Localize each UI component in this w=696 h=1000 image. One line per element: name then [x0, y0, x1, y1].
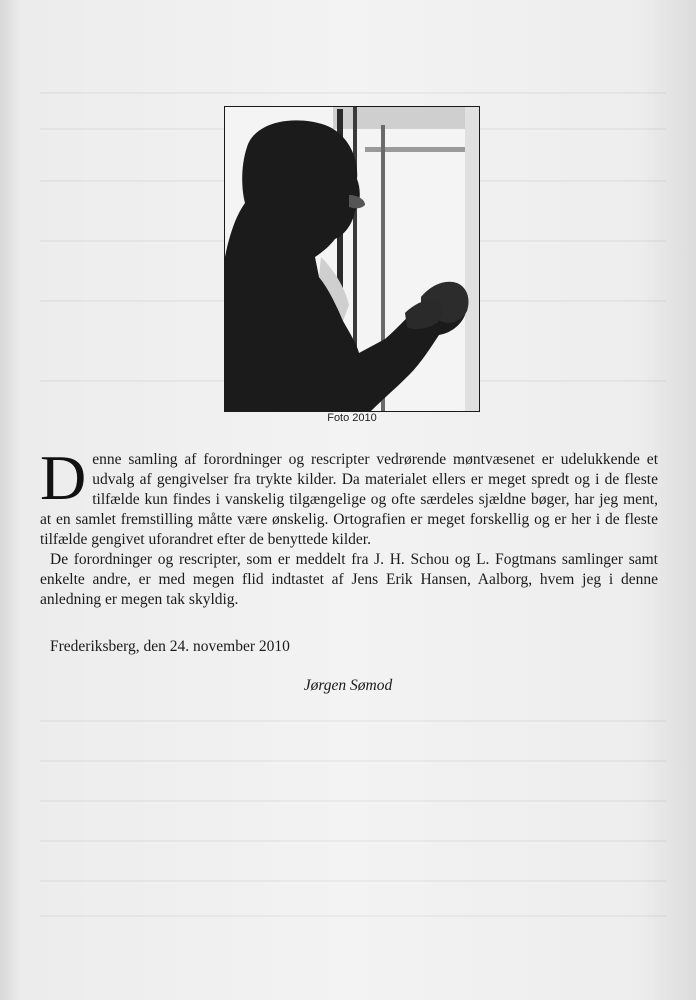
photo-caption: Foto 2010 [327, 412, 377, 424]
intro-paragraph-2: De forordninger og rescripter, som er meddelt fra J. H. Schou og L. Fogtmans samlinger samt enkelte andre, er med megen flid indtastet af Jens Erik Hansen, Aalborg, hvem jeg i denne anledning er megen tak skyldig. [40, 551, 658, 608]
bleed-through-line [40, 880, 666, 882]
drop-cap-letter: D [40, 442, 87, 513]
intro-text [40, 442, 658, 610]
author-signature: Jørgen Sømod [303, 677, 393, 694]
bleed-through-line [40, 760, 666, 762]
author-silhouette-image [225, 107, 479, 411]
bleed-through-line [40, 840, 666, 842]
bleed-through-line [40, 915, 666, 917]
bleed-through-line [40, 800, 666, 802]
bleed-through-line [40, 92, 666, 94]
intro-paragraph-1 [40, 442, 658, 550]
author-photo [224, 106, 480, 412]
place-and-date: Frederiksberg, den 24. november 2010 [50, 638, 290, 655]
intro-paragraph-1-text: enne samling af forordninger og rescripter vedrørende møntvæsenet er udelukkende et udvalg af gengivelser fra trykte kilder. Da materialet ellers er meget spredt og i de fleste tilfælde kun findes i vanskelig tilgængelige og ofte særdeles sjældne bøger, har jeg ment, at en samlet fremstilling måtte være ønskelig. Ortografien er meget forskellig og er her i de fleste tilfælde gengivet uforandret efter de benyttede kilder. [40, 451, 658, 548]
bleed-through-line [40, 720, 666, 722]
